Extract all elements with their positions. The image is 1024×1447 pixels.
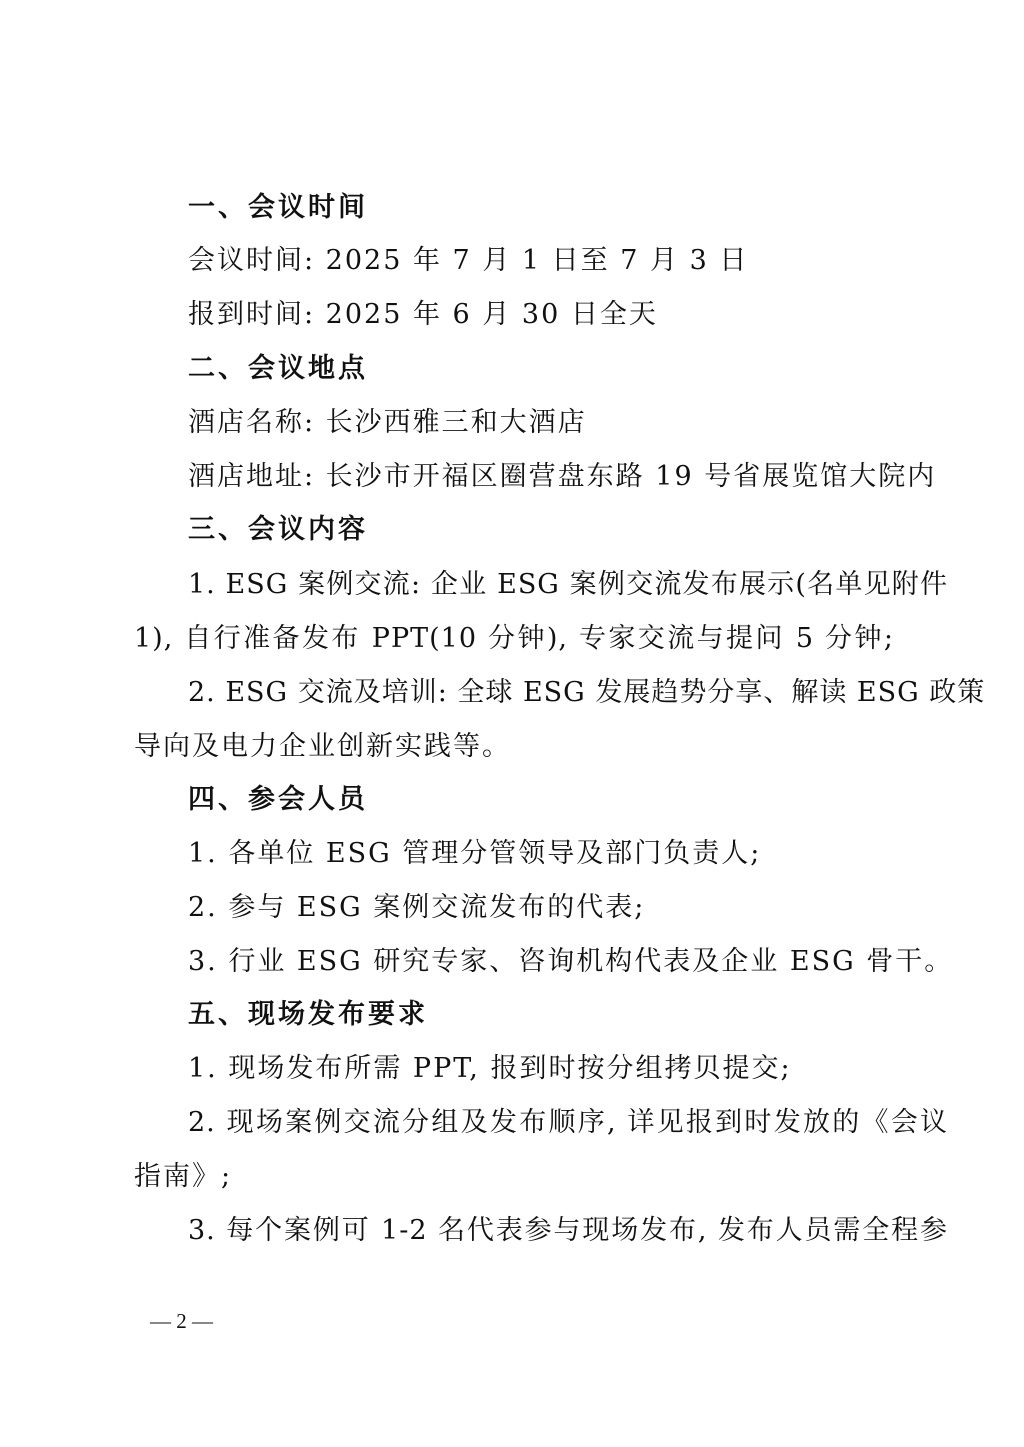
requirements-item-2-line-1: 2. 现场案例交流分组及发布顺序, 详见报到时发放的《会议 (188, 1107, 948, 1138)
section-heading-presentation-requirements: 五、现场发布要求 (188, 999, 428, 1030)
hotel-address: 酒店地址: 长沙市开福区圈营盘东路 19 号省展览馆大院内 (188, 461, 937, 492)
section-heading-meeting-venue: 二、会议地点 (188, 353, 368, 384)
meeting-dates: 会议时间: 2025 年 7 月 1 日至 7 月 3 日 (188, 245, 749, 276)
content-item-1-line-2: 1), 自行准备发布 PPT(10 分钟), 专家交流与提问 5 分钟; (134, 623, 894, 654)
requirements-item-3-line-1: 3. 每个案例可 1-2 名代表参与现场发布, 发布人员需全程参 (188, 1215, 948, 1246)
registration-date: 报到时间: 2025 年 6 月 30 日全天 (188, 299, 658, 330)
requirements-item-2-line-2: 指南》; (134, 1161, 233, 1192)
content-item-1-line-1: 1. ESG 案例交流: 企业 ESG 案例交流发布展示(名单见附件 (188, 569, 948, 600)
content-item-2-line-2: 导向及电力企业创新实践等。 (134, 731, 511, 762)
participants-item-3: 3. 行业 ESG 研究专家、咨询机构代表及企业 ESG 骨干。 (188, 946, 954, 977)
content-item-2-line-1: 2. ESG 交流及培训: 全球 ESG 发展趋势分享、解读 ESG 政策 (188, 677, 986, 708)
page-number: — 2 — (150, 1309, 213, 1333)
hotel-name: 酒店名称: 长沙西雅三和大酒店 (188, 407, 587, 438)
section-heading-meeting-time: 一、会议时间 (188, 192, 368, 223)
participants-item-2: 2. 参与 ESG 案例交流发布的代表; (188, 892, 646, 923)
section-heading-participants: 四、参会人员 (188, 784, 368, 815)
section-heading-meeting-content: 三、会议内容 (188, 514, 368, 545)
requirements-item-1: 1. 现场发布所需 PPT, 报到时按分组拷贝提交; (188, 1053, 792, 1084)
participants-item-1: 1. 各单位 ESG 管理分管领导及部门负责人; (188, 838, 762, 869)
